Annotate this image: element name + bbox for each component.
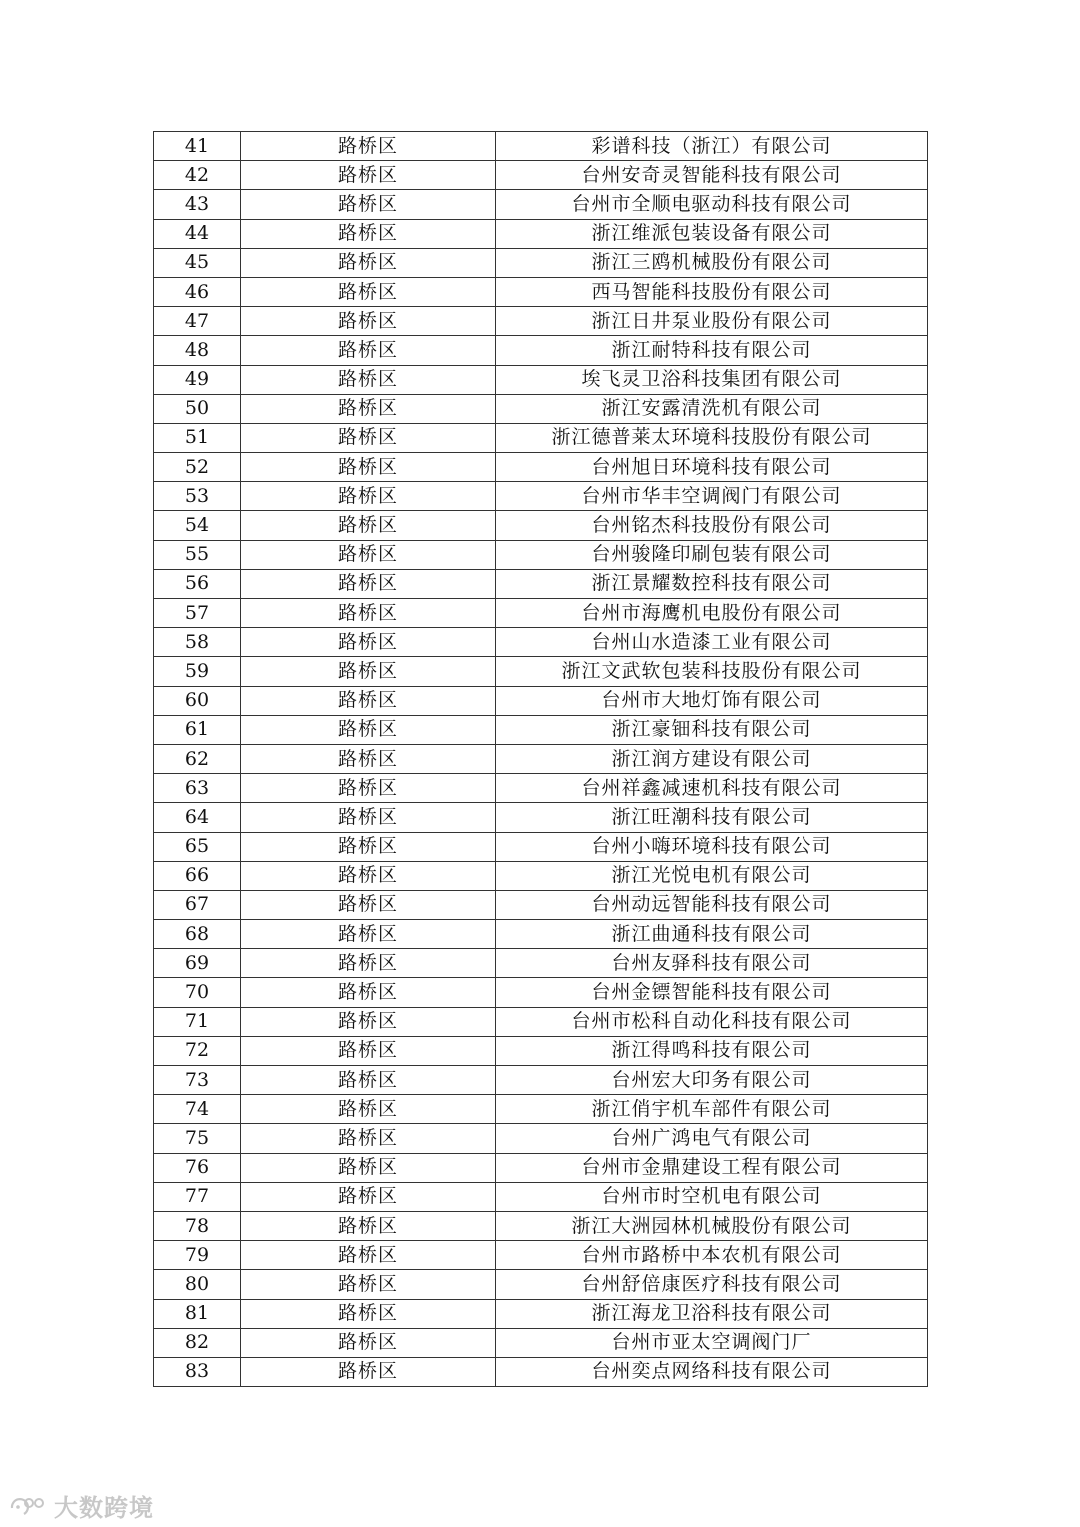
company-name-cell: 台州小嗨环境科技有限公司 xyxy=(496,832,928,861)
district-cell: 路桥区 xyxy=(241,890,496,919)
row-number-cell: 67 xyxy=(154,890,241,919)
table-row xyxy=(154,540,928,569)
table-row xyxy=(154,511,928,540)
district-cell: 路桥区 xyxy=(241,1036,496,1065)
table-row xyxy=(154,423,928,452)
district-cell: 路桥区 xyxy=(241,482,496,511)
district-cell: 路桥区 xyxy=(241,161,496,190)
district-cell: 路桥区 xyxy=(241,132,496,161)
row-number-cell: 59 xyxy=(154,657,241,686)
row-number-cell: 48 xyxy=(154,336,241,365)
company-name-cell: 台州奕点网络科技有限公司 xyxy=(496,1357,928,1386)
table-row xyxy=(154,920,928,949)
table-row xyxy=(154,1182,928,1211)
table-row xyxy=(154,978,928,1007)
table-row xyxy=(154,569,928,598)
district-cell: 路桥区 xyxy=(241,832,496,861)
logo-icon xyxy=(8,1494,48,1518)
table-row xyxy=(154,1241,928,1270)
table-row xyxy=(154,599,928,628)
row-number-cell: 57 xyxy=(154,599,241,628)
row-number-cell: 80 xyxy=(154,1270,241,1299)
district-cell: 路桥区 xyxy=(241,540,496,569)
table-row xyxy=(154,628,928,657)
district-cell: 路桥区 xyxy=(241,715,496,744)
company-name-cell: 浙江耐特科技有限公司 xyxy=(496,336,928,365)
company-name-cell: 台州金镖智能科技有限公司 xyxy=(496,978,928,1007)
table-body xyxy=(154,132,928,1387)
company-table xyxy=(153,131,928,1387)
company-name-cell: 浙江大洲园林机械股份有限公司 xyxy=(496,1211,928,1240)
district-cell: 路桥区 xyxy=(241,1066,496,1095)
table-row xyxy=(154,394,928,423)
row-number-cell: 64 xyxy=(154,803,241,832)
company-name-cell: 台州动远智能科技有限公司 xyxy=(496,890,928,919)
table-row xyxy=(154,132,928,161)
district-cell: 路桥区 xyxy=(241,307,496,336)
company-name-cell: 台州市时空机电有限公司 xyxy=(496,1182,928,1211)
row-number-cell: 68 xyxy=(154,920,241,949)
table-row xyxy=(154,1211,928,1240)
district-cell: 路桥区 xyxy=(241,1007,496,1036)
row-number-cell: 55 xyxy=(154,540,241,569)
district-cell: 路桥区 xyxy=(241,774,496,803)
table-row xyxy=(154,1357,928,1386)
district-cell: 路桥区 xyxy=(241,803,496,832)
company-name-cell: 台州市金鼎建设工程有限公司 xyxy=(496,1153,928,1182)
row-number-cell: 83 xyxy=(154,1357,241,1386)
table-row xyxy=(154,1124,928,1153)
company-name-cell: 台州市华丰空调阀门有限公司 xyxy=(496,482,928,511)
district-cell: 路桥区 xyxy=(241,1357,496,1386)
table-row xyxy=(154,861,928,890)
row-number-cell: 54 xyxy=(154,511,241,540)
row-number-cell: 72 xyxy=(154,1036,241,1065)
table-row xyxy=(154,832,928,861)
company-name-cell: 台州安奇灵智能科技有限公司 xyxy=(496,161,928,190)
district-cell: 路桥区 xyxy=(241,744,496,773)
table-row xyxy=(154,307,928,336)
row-number-cell: 47 xyxy=(154,307,241,336)
company-name-cell: 浙江安露清洗机有限公司 xyxy=(496,394,928,423)
table-row xyxy=(154,949,928,978)
company-name-cell: 台州骏隆印刷包装有限公司 xyxy=(496,540,928,569)
district-cell: 路桥区 xyxy=(241,1095,496,1124)
table-row xyxy=(154,336,928,365)
table-row xyxy=(154,774,928,803)
company-name-cell: 浙江曲通科技有限公司 xyxy=(496,920,928,949)
district-cell: 路桥区 xyxy=(241,1270,496,1299)
row-number-cell: 43 xyxy=(154,190,241,219)
company-name-cell: 浙江海龙卫浴科技有限公司 xyxy=(496,1299,928,1328)
company-name-cell: 浙江光悦电机有限公司 xyxy=(496,861,928,890)
table-row xyxy=(154,744,928,773)
district-cell: 路桥区 xyxy=(241,219,496,248)
row-number-cell: 63 xyxy=(154,774,241,803)
company-name-cell: 浙江日井泵业股份有限公司 xyxy=(496,307,928,336)
company-name-cell: 台州祥鑫减速机科技有限公司 xyxy=(496,774,928,803)
company-name-cell: 浙江得鸣科技有限公司 xyxy=(496,1036,928,1065)
company-name-cell: 台州市亚太空调阀门厂 xyxy=(496,1328,928,1357)
row-number-cell: 51 xyxy=(154,423,241,452)
watermark xyxy=(8,1488,154,1523)
table-row xyxy=(154,657,928,686)
row-number-cell: 73 xyxy=(154,1066,241,1095)
district-cell: 路桥区 xyxy=(241,365,496,394)
table-row xyxy=(154,1066,928,1095)
table-row xyxy=(154,161,928,190)
district-cell: 路桥区 xyxy=(241,978,496,1007)
company-name-cell: 台州市松科自动化科技有限公司 xyxy=(496,1007,928,1036)
company-name-cell: 埃飞灵卫浴科技集团有限公司 xyxy=(496,365,928,394)
row-number-cell: 74 xyxy=(154,1095,241,1124)
company-name-cell: 浙江景耀数控科技有限公司 xyxy=(496,569,928,598)
row-number-cell: 42 xyxy=(154,161,241,190)
district-cell: 路桥区 xyxy=(241,1211,496,1240)
table-row xyxy=(154,1270,928,1299)
district-cell: 路桥区 xyxy=(241,861,496,890)
company-name-cell: 浙江维派包装设备有限公司 xyxy=(496,219,928,248)
watermark-text: 大数跨境 xyxy=(54,1494,154,1522)
company-name-cell: 台州宏大印务有限公司 xyxy=(496,1066,928,1095)
table-row xyxy=(154,482,928,511)
company-name-cell: 台州市海鹰机电股份有限公司 xyxy=(496,599,928,628)
table-row xyxy=(154,248,928,277)
table-row xyxy=(154,1328,928,1357)
company-name-cell: 浙江润方建设有限公司 xyxy=(496,744,928,773)
row-number-cell: 66 xyxy=(154,861,241,890)
company-name-cell: 台州市大地灯饰有限公司 xyxy=(496,686,928,715)
row-number-cell: 60 xyxy=(154,686,241,715)
company-name-cell: 台州铭杰科技股份有限公司 xyxy=(496,511,928,540)
row-number-cell: 62 xyxy=(154,744,241,773)
district-cell: 路桥区 xyxy=(241,920,496,949)
row-number-cell: 81 xyxy=(154,1299,241,1328)
row-number-cell: 56 xyxy=(154,569,241,598)
district-cell: 路桥区 xyxy=(241,569,496,598)
row-number-cell: 77 xyxy=(154,1182,241,1211)
table-row xyxy=(154,277,928,306)
company-name-cell: 彩谱科技（浙江）有限公司 xyxy=(496,132,928,161)
district-cell: 路桥区 xyxy=(241,248,496,277)
company-name-cell: 浙江旺潮科技有限公司 xyxy=(496,803,928,832)
row-number-cell: 71 xyxy=(154,1007,241,1036)
row-number-cell: 69 xyxy=(154,949,241,978)
row-number-cell: 75 xyxy=(154,1124,241,1153)
company-name-cell: 台州山水造漆工业有限公司 xyxy=(496,628,928,657)
table-row xyxy=(154,1007,928,1036)
district-cell: 路桥区 xyxy=(241,1241,496,1270)
table-row xyxy=(154,219,928,248)
district-cell: 路桥区 xyxy=(241,511,496,540)
table-row xyxy=(154,890,928,919)
district-cell: 路桥区 xyxy=(241,394,496,423)
company-name-cell: 浙江豪钿科技有限公司 xyxy=(496,715,928,744)
row-number-cell: 61 xyxy=(154,715,241,744)
company-name-cell: 浙江德普莱太环境科技股份有限公司 xyxy=(496,423,928,452)
company-name-cell: 台州市路桥中本农机有限公司 xyxy=(496,1241,928,1270)
district-cell: 路桥区 xyxy=(241,1124,496,1153)
row-number-cell: 52 xyxy=(154,453,241,482)
table-row xyxy=(154,1299,928,1328)
row-number-cell: 65 xyxy=(154,832,241,861)
table-row xyxy=(154,365,928,394)
district-cell: 路桥区 xyxy=(241,1328,496,1357)
row-number-cell: 53 xyxy=(154,482,241,511)
row-number-cell: 44 xyxy=(154,219,241,248)
company-name-cell: 台州友驿科技有限公司 xyxy=(496,949,928,978)
row-number-cell: 82 xyxy=(154,1328,241,1357)
company-name-cell: 西马智能科技股份有限公司 xyxy=(496,277,928,306)
table-row xyxy=(154,715,928,744)
table-row xyxy=(154,686,928,715)
district-cell: 路桥区 xyxy=(241,949,496,978)
row-number-cell: 46 xyxy=(154,277,241,306)
row-number-cell: 79 xyxy=(154,1241,241,1270)
company-name-cell: 台州市全顺电驱动科技有限公司 xyxy=(496,190,928,219)
district-cell: 路桥区 xyxy=(241,599,496,628)
table-row xyxy=(154,1095,928,1124)
company-name-cell: 浙江俏宇机车部件有限公司 xyxy=(496,1095,928,1124)
table-row xyxy=(154,190,928,219)
district-cell: 路桥区 xyxy=(241,190,496,219)
row-number-cell: 76 xyxy=(154,1153,241,1182)
table-row xyxy=(154,1036,928,1065)
district-cell: 路桥区 xyxy=(241,1182,496,1211)
company-name-cell: 浙江三鸥机械股份有限公司 xyxy=(496,248,928,277)
district-cell: 路桥区 xyxy=(241,686,496,715)
table-row xyxy=(154,1153,928,1182)
company-name-cell: 浙江文武软包装科技股份有限公司 xyxy=(496,657,928,686)
row-number-cell: 58 xyxy=(154,628,241,657)
row-number-cell: 78 xyxy=(154,1211,241,1240)
district-cell: 路桥区 xyxy=(241,628,496,657)
district-cell: 路桥区 xyxy=(241,336,496,365)
district-cell: 路桥区 xyxy=(241,277,496,306)
row-number-cell: 45 xyxy=(154,248,241,277)
company-name-cell: 台州旭日环境科技有限公司 xyxy=(496,453,928,482)
row-number-cell: 70 xyxy=(154,978,241,1007)
district-cell: 路桥区 xyxy=(241,1299,496,1328)
row-number-cell: 49 xyxy=(154,365,241,394)
district-cell: 路桥区 xyxy=(241,1153,496,1182)
row-number-cell: 41 xyxy=(154,132,241,161)
table-row xyxy=(154,803,928,832)
district-cell: 路桥区 xyxy=(241,453,496,482)
district-cell: 路桥区 xyxy=(241,657,496,686)
table-row xyxy=(154,453,928,482)
company-name-cell: 台州舒倍康医疗科技有限公司 xyxy=(496,1270,928,1299)
row-number-cell: 50 xyxy=(154,394,241,423)
company-name-cell: 台州广鸿电气有限公司 xyxy=(496,1124,928,1153)
district-cell: 路桥区 xyxy=(241,423,496,452)
